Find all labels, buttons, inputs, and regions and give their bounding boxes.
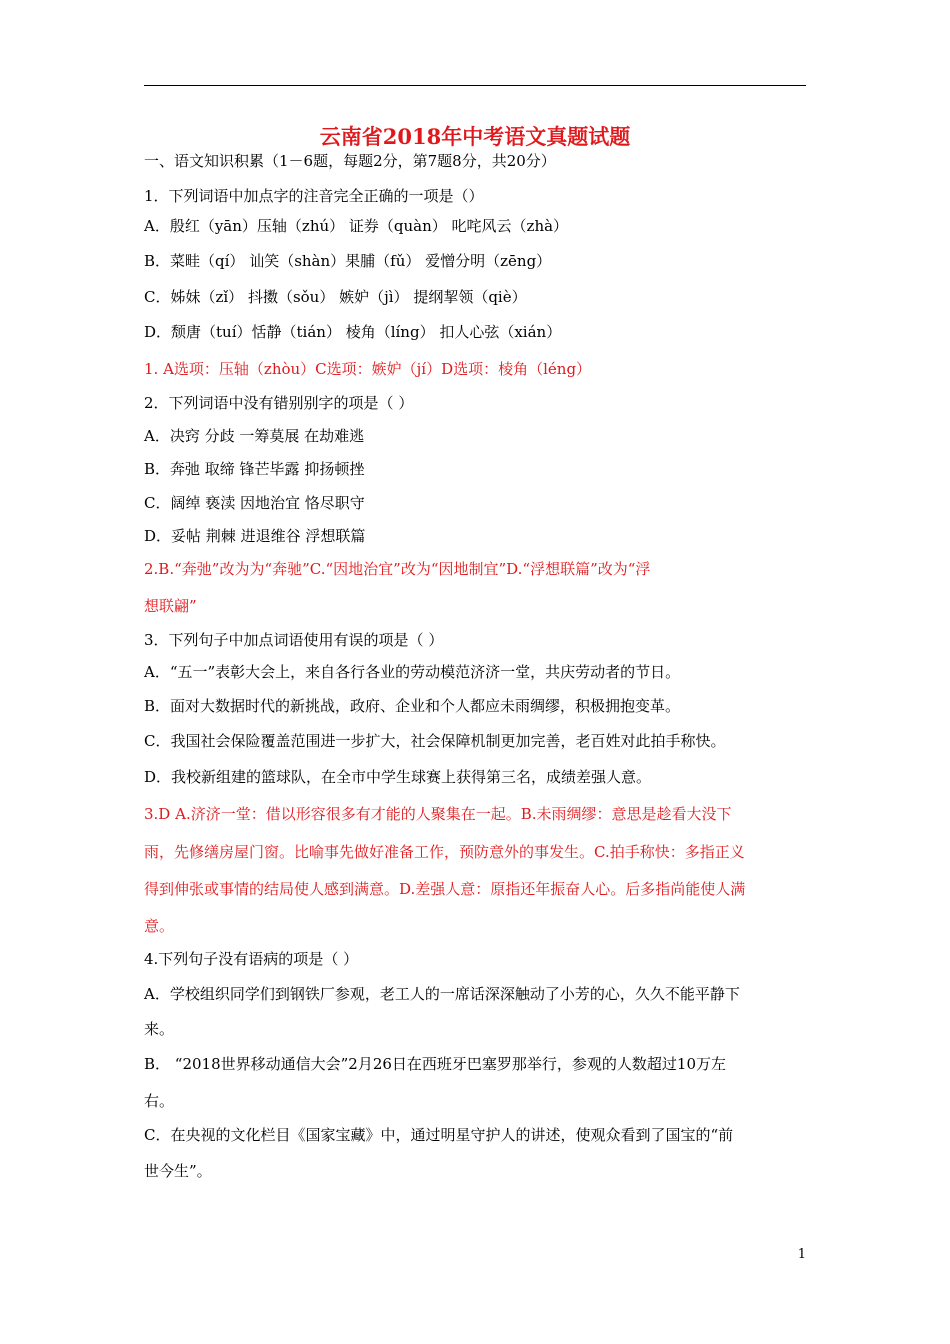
page-title: 云南省2018年中考语文真题试题: [319, 124, 631, 149]
question-1-answer: 1. A选项：压轴（zhòu）C选项：嫉妒（jí）D选项：棱角（léng）: [144, 360, 592, 378]
question-3-answer-line-3: 得到伸张或事情的结局使人感到满意。D.差强人意：原指还年振奋人心。后多指尚能使人满: [144, 880, 746, 898]
question-3-option-c: C．我国社会保险覆盖范围进一步扩大，社会保障机制更加完善，老百姓对此拍手称快。: [144, 732, 726, 750]
question-2-option-c: C．阔绰 亵渎 因地治宜 恪尽职守: [144, 494, 365, 512]
header-rule: [144, 85, 806, 86]
question-2-option-a: A．决窍 分歧 一筹莫展 在劫难逃: [144, 427, 365, 445]
question-4-stem: 4.下列句子没有语病的项是（ ）: [144, 950, 359, 968]
question-4-option-c-line-2: 世今生”。: [144, 1162, 212, 1180]
question-4-option-b-line-2: 右。: [144, 1092, 175, 1110]
question-2-option-b: B．奔弛 取缔 锋芒毕露 抑扬顿挫: [144, 460, 365, 478]
question-2-answer-line-2: 想联翩”: [144, 597, 197, 615]
question-3-stem: 3．下列句子中加点词语使用有误的项是（ ）: [144, 631, 444, 649]
question-4-option-c-line-1: C．在央视的文化栏目《国家宝藏》中，通过明星守护人的讲述，使观众看到了国宝的“前: [144, 1126, 734, 1144]
question-3-option-d: D．我校新组建的篮球队，在全市中学生球赛上获得第三名，成绩差强人意。: [144, 768, 652, 786]
section-heading: 一、语文知识积累（1－6题，每题2分，第7题8分，共20分）: [144, 152, 556, 170]
question-3-answer-line-4: 意。: [144, 917, 175, 935]
question-3-answer-line-1: 3.D A.济济一堂：借以形容很多有才能的人聚集在一起。B.未雨绸缪：意思是趁看大没下: [144, 805, 732, 823]
question-2-stem: 2．下列词语中没有错别别字的项是（ ）: [144, 394, 414, 412]
question-2-answer-line-1: 2.B.“奔弛”改为为“奔驰”C.“因地治宜”改为“因地制宜”D.“浮想联篇”改为“浮: [144, 560, 651, 578]
question-1-option-d: D．颓唐（tuí）恬静（tián） 棱角（líng） 扣人心弦（xián）: [144, 323, 562, 341]
question-2-option-d: D．妥帖 荆棘 进退维谷 浮想联篇: [144, 527, 366, 545]
question-4-option-a-line-1: A．学校组织同学们到钢铁厂参观，老工人的一席话深深触动了小芳的心，久久不能平静下: [144, 985, 740, 1003]
question-1-option-b: B．菜畦（qí） 讪笑（shàn）果脯（fǔ） 爱憎分明（zēng）: [144, 252, 552, 270]
question-4-option-b-line-1: B． “2018世界移动通信大会”2月26日在西班牙巴塞罗那举行，参观的人数超过10万左: [144, 1055, 727, 1073]
page-number: 1: [797, 1247, 806, 1262]
question-3-option-a: A．“五一”表彰大会上，来自各行各业的劳动模范济济一堂，共庆劳动者的节日。: [144, 663, 681, 681]
question-4-option-a-line-2: 来。: [144, 1020, 175, 1038]
question-1-option-c: C．姊妹（zǐ） 抖擞（sǒu） 嫉妒（jì） 提纲挈领（qiè）: [144, 288, 527, 306]
question-1-stem: 1．下列词语中加点字的注音完全正确的一项是（）: [144, 187, 484, 205]
question-1-option-a: A．殷红（yān）压轴（zhú） 证券（quàn） 叱咤风云（zhà）: [144, 217, 569, 235]
question-3-answer-line-2: 雨，先修缮房屋门窗。比喻事先做好准备工作，预防意外的事发生。C.拍手称快：多指正义: [144, 843, 745, 861]
question-3-option-b: B．面对大数据时代的新挑战，政府、企业和个人都应未雨绸缪，积极拥抱变革。: [144, 697, 681, 715]
